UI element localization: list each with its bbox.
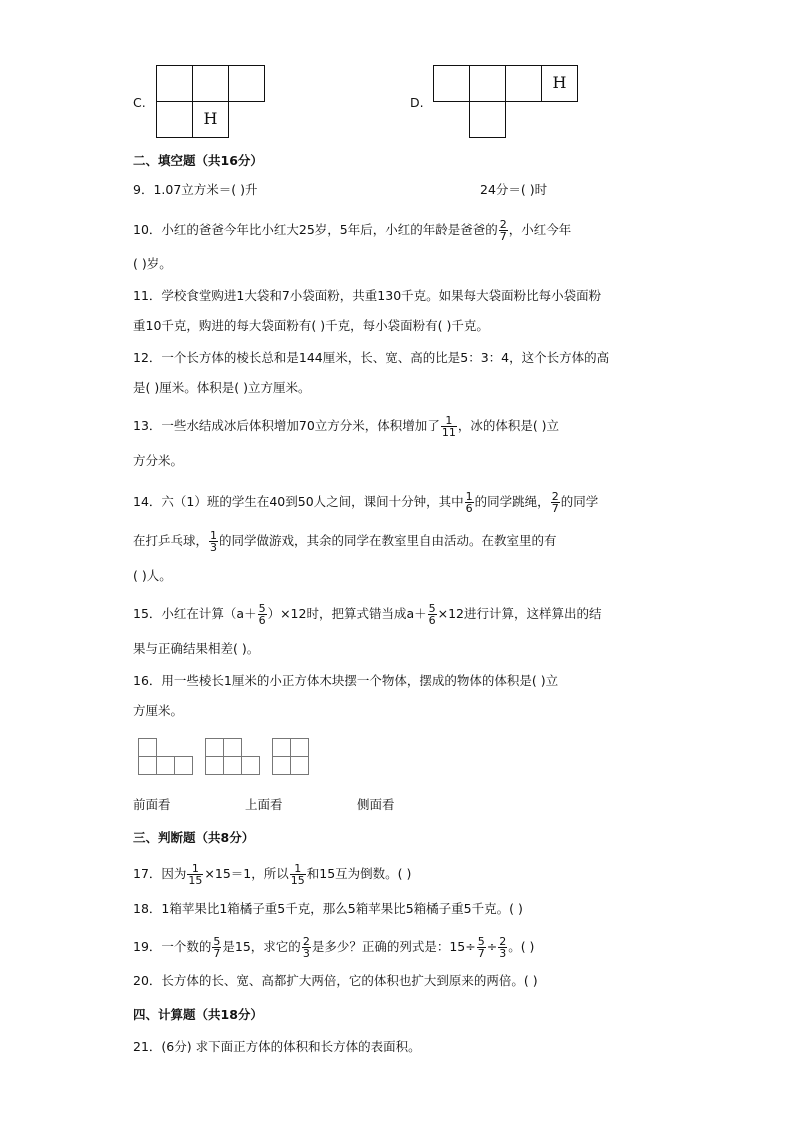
section-heading: 四、计算题（共18分） <box>133 1007 263 1022</box>
question-10-line2: ( )岁。 <box>133 256 172 271</box>
question-15-line2: 果与正确结果相差( )。 <box>133 641 260 656</box>
text: 19．一个数的 <box>133 939 212 954</box>
text: ）×12时，把算式错当成a＋ <box>267 606 427 621</box>
net-cell <box>433 65 470 102</box>
fraction: $\frac{5}{7}$ <box>477 935 485 960</box>
text: 和15互为倒数。( ) <box>306 866 412 881</box>
text: 。( ) <box>508 939 535 954</box>
text: ×15＝1，所以 <box>204 866 289 881</box>
view-label-side: 侧面看 <box>357 797 395 812</box>
text: 是多少？正确的列式是：15÷ <box>311 939 476 954</box>
question-16: 16．用一些棱长1厘米的小正方体木块摆一个物体，摆成的物体的体积是( )立 <box>133 673 559 688</box>
section-heading: 三、判断题（共8分） <box>133 830 255 845</box>
fraction: $\frac{1}{11}$ <box>441 414 456 439</box>
fraction: $\frac{2}{7}$ <box>551 490 559 515</box>
option-c-label: C. <box>133 95 146 110</box>
text: ，小红今年 <box>508 222 572 237</box>
question-16-line2: 方厘米。 <box>133 703 184 718</box>
question-11-line2: 重10千克，购进的每大袋面粉有( )千克，每小袋面粉有( )千克。 <box>133 318 489 333</box>
question-14 <box>133 491 598 514</box>
fraction: $\frac{5}{6}$ <box>258 602 266 627</box>
option-d-label: D. <box>410 95 424 110</box>
question-21: 21．(6分) 求下面正方体的体积和长方体的表面积。 <box>133 1039 421 1054</box>
question-18: 18．1箱苹果比1箱橘子重5千克，那么5箱苹果比5箱橘子重5千克。( ) <box>133 901 523 916</box>
view-label-top: 上面看 <box>245 797 283 812</box>
fraction: $\frac{2}{3}$ <box>302 935 310 960</box>
text: ，冰的体积是( )立 <box>457 418 560 433</box>
net-cell <box>228 65 265 102</box>
fraction: $\frac{1}{15}$ <box>290 862 305 887</box>
fraction: $\frac{2}{3}$ <box>499 935 507 960</box>
net-cell-h: H <box>541 65 578 102</box>
fraction: $\frac{1}{3}$ <box>210 529 218 554</box>
question-17 <box>133 863 411 886</box>
fraction: $\frac{2}{7}$ <box>499 218 507 243</box>
fraction: $\frac{1}{15}$ <box>188 862 203 887</box>
question-10 <box>133 219 571 242</box>
question-14-line3: ( )人。 <box>133 568 172 583</box>
text: 15．小红在计算（a＋ <box>133 606 257 621</box>
fraction: $\frac{5}{6}$ <box>428 602 436 627</box>
question-11: 11．学校食堂购进1大袋和7小袋面粉，共重130千克。如果每大袋面粉比每小袋面粉 <box>133 288 602 303</box>
text: 的同学 <box>560 494 599 509</box>
text: 在打乒乓球， <box>133 533 209 548</box>
text: 13．一些水结成冰后体积增加70立方分米，体积增加了 <box>133 418 440 433</box>
fraction: $\frac{1}{6}$ <box>465 490 473 515</box>
question-12: 12．一个长方体的棱长总和是144厘米，长、宽、高的比是5：3：4，这个长方体的高 <box>133 350 610 365</box>
net-cell-h: H <box>192 101 229 138</box>
net-cell <box>156 101 193 138</box>
section-heading: 二、填空题（共16分） <box>133 153 263 168</box>
net-cell <box>469 101 506 138</box>
text: ×12进行计算，这样算出的结 <box>437 606 602 621</box>
text: ÷ <box>486 939 498 954</box>
text: 14．六（1）班的学生在40到50人之间，课间十分钟，其中 <box>133 494 464 509</box>
question-12-line2: 是( )厘米。体积是( )立方厘米。 <box>133 380 311 395</box>
text: 是15，求它的 <box>222 939 301 954</box>
question-9a: 9．1.07立方米＝( )升 <box>133 182 258 197</box>
text: 的同学做游戏，其余的同学在教室里自由活动。在教室里的有 <box>219 533 557 548</box>
question-20: 20．长方体的长、宽、高都扩大两倍，它的体积也扩大到原来的两倍。( ) <box>133 973 538 988</box>
view-label-front: 前面看 <box>133 797 171 812</box>
text: 17．因为 <box>133 866 187 881</box>
question-9b: 24分＝( )时 <box>480 182 548 197</box>
text: 10．小红的爸爸今年比小红大25岁，5年后，小红的年龄是爸爸的 <box>133 222 498 237</box>
question-13-line2: 方分米。 <box>133 453 184 468</box>
question-19 <box>133 936 534 959</box>
net-cell <box>156 65 193 102</box>
net-cell <box>505 65 542 102</box>
net-cell <box>192 65 229 102</box>
question-14-line2 <box>133 530 557 553</box>
text: 的同学跳绳， <box>474 494 550 509</box>
net-cell <box>469 65 506 102</box>
fraction: $\frac{5}{7}$ <box>213 935 221 960</box>
question-15 <box>133 603 602 626</box>
question-13 <box>133 415 559 438</box>
